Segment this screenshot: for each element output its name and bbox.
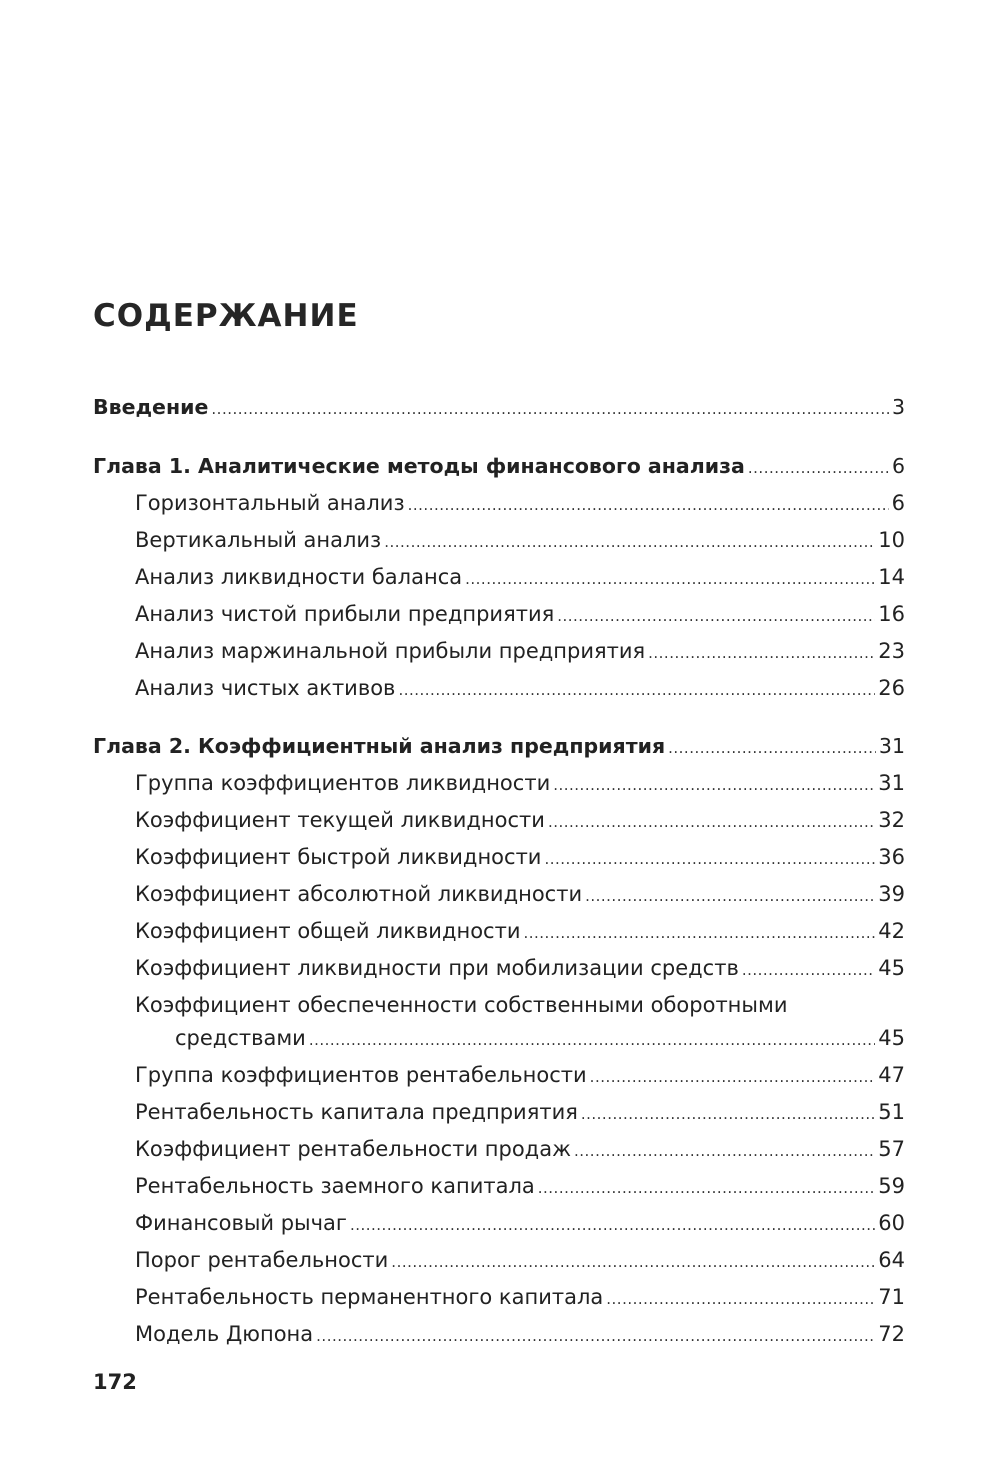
toc-entry[interactable] <box>135 485 905 522</box>
page-number: 172 <box>93 1370 137 1394</box>
leader-dots <box>548 804 875 841</box>
leader-dots <box>574 1133 875 1170</box>
toc-entry-title: Коэффициент общей ликвидности <box>135 919 521 943</box>
toc-entry[interactable] <box>93 389 905 426</box>
toc-entry[interactable] <box>135 1131 905 1168</box>
leader-dots <box>581 1096 875 1133</box>
leader-dots <box>748 450 889 487</box>
toc-entry-title: Коэффициент абсолютной ликвидности <box>135 882 583 906</box>
toc-entry-page: 14 <box>878 565 905 589</box>
toc-entry[interactable] <box>135 913 905 950</box>
toc-entry[interactable] <box>135 1205 905 1242</box>
toc-entry[interactable] <box>135 1316 905 1353</box>
toc-entry-page: 60 <box>878 1211 905 1235</box>
leader-dots <box>465 561 875 598</box>
toc-entry-title: Анализ чистой прибыли предприятия <box>135 602 555 626</box>
leader-dots <box>316 1318 875 1355</box>
leader-dots <box>211 391 889 428</box>
toc-entry-page: 47 <box>878 1063 905 1087</box>
toc-entry[interactable] <box>175 1020 905 1057</box>
leader-dots <box>606 1281 875 1318</box>
toc-entry-page: 45 <box>878 956 905 980</box>
toc-entry-page: 31 <box>878 734 905 758</box>
toc-entry-page: 36 <box>878 845 905 869</box>
toc-entry[interactable] <box>135 950 905 987</box>
toc-entry-title: Глава 2. Коэффициентный анализ предприятия <box>93 734 666 758</box>
toc-entry-page: 31 <box>878 771 905 795</box>
toc-entry-title: Модель Дюпона <box>135 1322 314 1346</box>
toc-entry-title: Анализ ликвидности баланса <box>135 565 463 589</box>
toc-entry-page: 64 <box>878 1248 905 1272</box>
toc-chapter[interactable] <box>93 448 905 485</box>
toc-entry[interactable] <box>135 633 905 670</box>
toc-entry-title: Группа коэффициентов рентабельности <box>135 1063 587 1087</box>
leader-dots <box>648 635 875 672</box>
toc-entry-title: Анализ чистых активов <box>135 676 396 700</box>
toc-entry-page: 45 <box>878 1026 905 1050</box>
toc-entry-page: 16 <box>878 602 905 626</box>
toc-entry[interactable] <box>135 522 905 559</box>
toc-entry-page: 42 <box>878 919 905 943</box>
toc-entry-page: 57 <box>878 1137 905 1161</box>
leader-dots <box>523 915 875 952</box>
toc-entry-title: Коэффициент рентабельности продаж <box>135 1137 571 1161</box>
toc-entry-page: 26 <box>878 676 905 700</box>
toc-entry[interactable] <box>135 1242 905 1279</box>
leader-dots <box>408 487 889 524</box>
leader-dots <box>742 952 875 989</box>
toc-entry-page: 23 <box>878 639 905 663</box>
toc-entry[interactable] <box>135 876 905 913</box>
leader-dots <box>585 878 875 915</box>
toc-entry[interactable] <box>135 765 905 802</box>
toc-entry-wrapped-title[interactable]: Коэффициент обеспеченности собственными оборотными <box>135 993 788 1017</box>
toc-entry-title: Анализ маржинальной прибыли предприятия <box>135 639 646 663</box>
toc-chapter[interactable] <box>93 728 905 765</box>
toc-entry-page: 59 <box>878 1174 905 1198</box>
toc-entry-page: 6 <box>891 454 905 478</box>
toc-entry[interactable] <box>135 1279 905 1316</box>
leader-dots <box>553 767 875 804</box>
leader-dots <box>557 598 875 635</box>
toc-entry[interactable] <box>135 559 905 596</box>
page-title: СОДЕРЖАНИЕ <box>93 298 359 334</box>
toc-entry[interactable] <box>135 1094 905 1131</box>
toc-entry-page: 39 <box>878 882 905 906</box>
toc-entry-page: 32 <box>878 808 905 832</box>
toc-entry[interactable] <box>135 802 905 839</box>
toc-entry-title: Глава 1. Аналитические методы финансового анализа <box>93 454 745 478</box>
toc-entry-title: Порог рентабельности <box>135 1248 389 1272</box>
leader-dots <box>309 1022 875 1059</box>
toc-entry-title: Рентабельность капитала предприятия <box>135 1100 578 1124</box>
toc-entry-title: Группа коэффициентов ликвидности <box>135 771 551 795</box>
toc-entry-page: 51 <box>878 1100 905 1124</box>
toc-entry-title: Горизонтальный анализ <box>135 491 405 515</box>
leader-dots <box>544 841 875 878</box>
toc-entry[interactable] <box>135 1057 905 1094</box>
toc-entry-page: 10 <box>878 528 905 552</box>
toc-entry-title: Коэффициент ликвидности при мобилизации средств <box>135 956 739 980</box>
toc-entry-title: Введение <box>93 395 209 419</box>
leader-dots <box>391 1244 875 1281</box>
toc-entry[interactable] <box>135 839 905 876</box>
toc-entry-title: Вертикальный анализ <box>135 528 382 552</box>
toc-entry-page: 3 <box>891 395 905 419</box>
toc-entry-title: Коэффициент текущей ликвидности <box>135 808 545 832</box>
toc-entry-page: 72 <box>878 1322 905 1346</box>
toc-entry[interactable] <box>135 1168 905 1205</box>
leader-dots <box>398 672 875 709</box>
toc-entry[interactable] <box>135 596 905 633</box>
toc-entry[interactable] <box>135 670 905 707</box>
toc-entry-title-continued: средствами <box>175 1026 306 1050</box>
leader-dots <box>350 1207 875 1244</box>
leader-dots <box>590 1059 876 1096</box>
toc-entry-page: 6 <box>891 491 905 515</box>
toc-entry-page: 71 <box>878 1285 905 1309</box>
toc-entry-title: Рентабельность перманентного капитала <box>135 1285 604 1309</box>
leader-dots <box>384 524 875 561</box>
leader-dots <box>668 730 876 767</box>
toc-entry-title: Рентабельность заемного капитала <box>135 1174 535 1198</box>
toc-entry-title: Коэффициент быстрой ликвидности <box>135 845 542 869</box>
toc-entry-title: Финансовый рычаг <box>135 1211 347 1235</box>
leader-dots <box>538 1170 876 1207</box>
